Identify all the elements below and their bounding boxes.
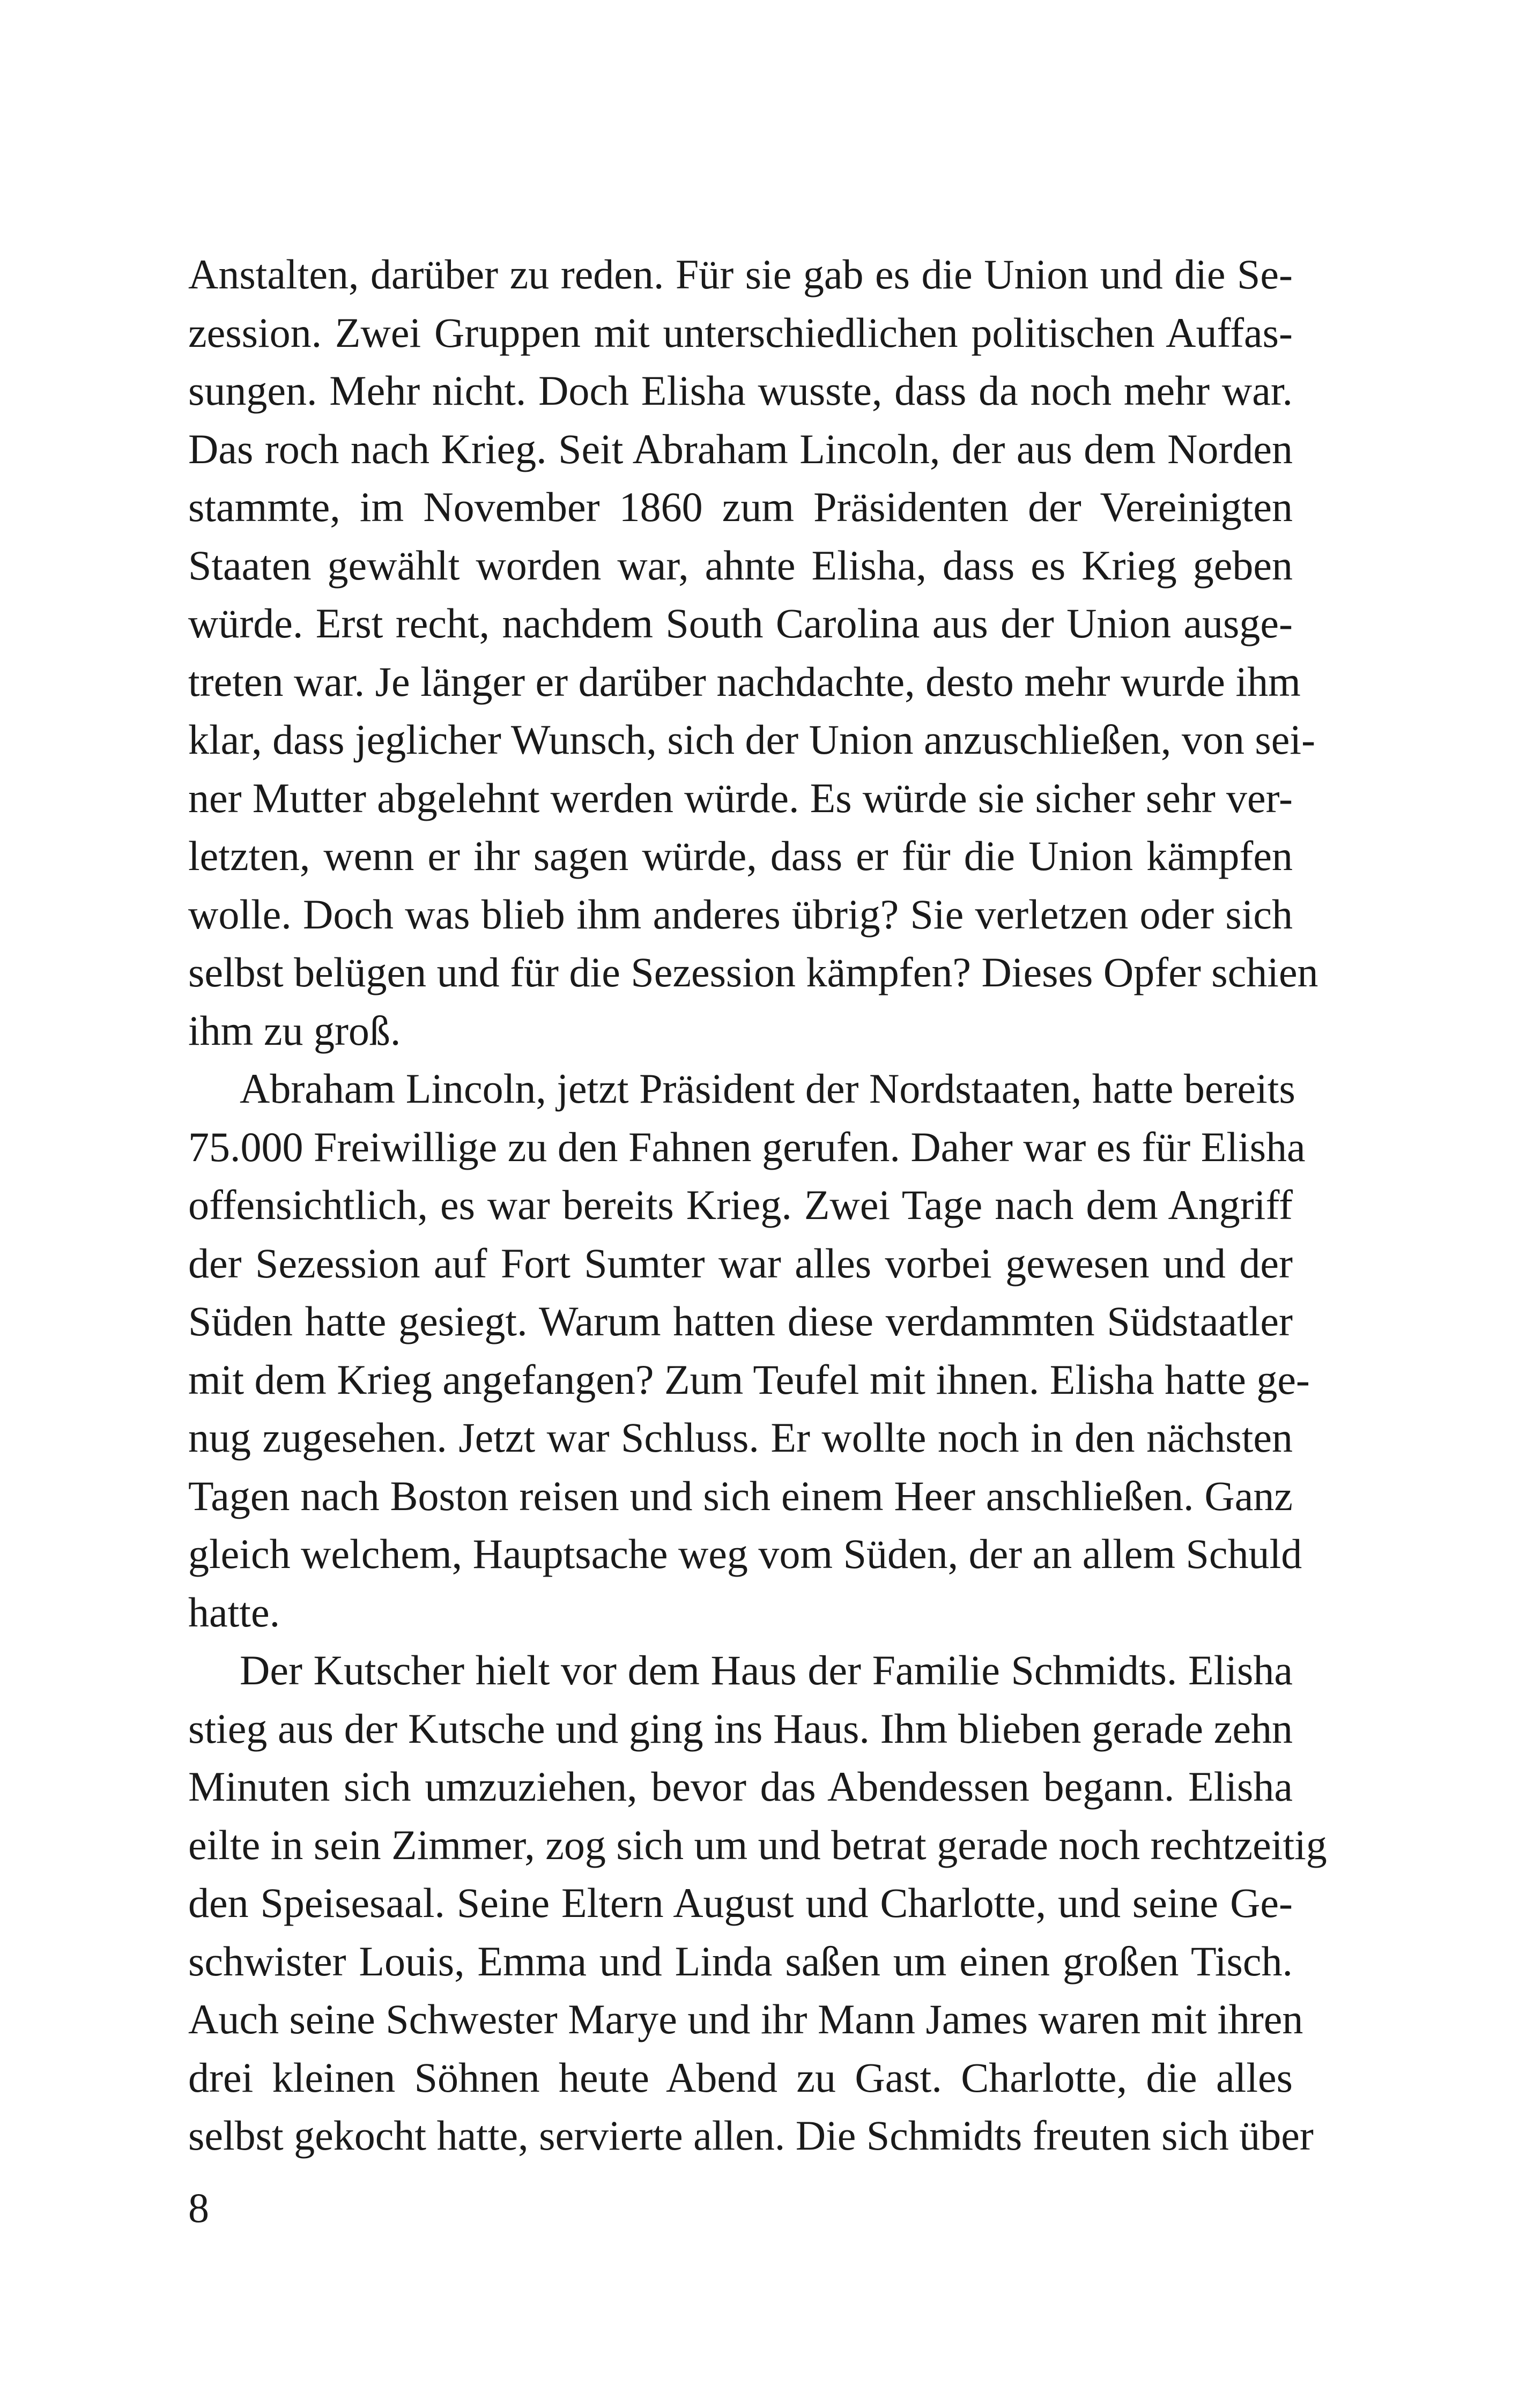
text-line: Abraham Lincoln, jetzt Präsident der Nordstaaten, hatte bereits	[240, 1065, 1295, 1112]
page-number: 8	[188, 2184, 209, 2231]
text-line: stieg aus der Kutsche und ging ins Haus. Ihm blieben gerade zehn	[188, 1705, 1293, 1752]
text-line: der Sezession auf Fort Sumter war alles vorbei gewesen und der	[188, 1239, 1293, 1287]
text-line: Süden hatte gesiegt. Warum hatten diese verdammten Südstaatler	[188, 1298, 1293, 1344]
text-line: schwister Louis, Emma und Linda saßen um einen großen Tisch.	[188, 1937, 1293, 1985]
text-line: sungen. Mehr nicht. Doch Elisha wusste, dass da noch mehr war.	[188, 367, 1293, 414]
text-line: wolle. Doch was blieb ihm anderes übrig? Sie verletzen oder sich	[188, 890, 1293, 938]
text-line: Auch seine Schwester Marye und ihr Mann James waren mit ihren	[188, 1996, 1303, 2042]
text-line: klar, dass jeglicher Wunsch, sich der Union anzuschließen, von sei-	[188, 716, 1316, 763]
text-line: nug zugesehen. Jetzt war Schluss. Er wollte noch in den nächsten	[188, 1414, 1293, 1461]
text-line: selbst belügen und für die Sezession kämpfen? Dieses Opfer schien	[188, 949, 1318, 995]
text-line: ihm zu groß.	[188, 1007, 401, 1054]
text-line: den Speisesaal. Seine Eltern August und Charlotte, und seine Ge-	[188, 1879, 1293, 1926]
text-line: Das roch nach Krieg. Seit Abraham Lincoln, der aus dem Norden	[188, 425, 1293, 472]
text-line: treten war. Je länger er darüber nachdachte, desto mehr wurde ihm	[188, 658, 1301, 705]
text-line: mit dem Krieg angefangen? Zum Teufel mit ihnen. Elisha hatte ge-	[188, 1356, 1310, 1403]
text-line: drei kleinen Söhnen heute Abend zu Gast. Charlotte, die alles	[188, 2054, 1293, 2101]
text-line: Minuten sich umzuziehen, bevor das Abendessen begann. Elisha	[188, 1763, 1293, 1810]
text-line: selbst gekocht hatte, servierte allen. Die Schmidts freuten sich über	[188, 2112, 1314, 2159]
text-line: Anstalten, darüber zu reden. Für sie gab es die Union und die Se-	[188, 251, 1293, 298]
text-line: offensichtlich, es war bereits Krieg. Zwei Tage nach dem Angriff	[188, 1181, 1293, 1228]
text-line: Tagen nach Boston reisen und sich einem Heer anschließen. Ganz	[188, 1472, 1293, 1519]
text-line: zession. Zwei Gruppen mit unterschiedlichen politischen Auffas-	[188, 309, 1293, 356]
text-line: Staaten gewählt worden war, ahnte Elisha, dass es Krieg geben	[188, 541, 1293, 589]
text-line: stammte, im November 1860 zum Präsidenten der Vereinigten	[188, 484, 1293, 530]
text-line: ner Mutter abgelehnt werden würde. Es würde sie sicher sehr ver-	[188, 774, 1293, 821]
text-line: eilte in sein Zimmer, zog sich um und betrat gerade noch rechtzeitig	[188, 1821, 1327, 1868]
text-line: hatte.	[188, 1588, 280, 1636]
text-line: würde. Erst recht, nachdem South Carolina aus der Union ausge-	[188, 600, 1293, 646]
body-text	[188, 246, 1327, 2165]
text-line: letzten, wenn er ihr sagen würde, dass er für die Union kämpfen	[188, 833, 1293, 879]
text-line: 75.000 Freiwillige zu den Fahnen gerufen. Daher war es für Elisha	[188, 1123, 1306, 1170]
text-line: Der Kutscher hielt vor dem Haus der Familie Schmidts. Elisha	[240, 1647, 1293, 1693]
text-line: gleich welchem, Hauptsache weg vom Süden, der an allem Schuld	[188, 1530, 1302, 1577]
